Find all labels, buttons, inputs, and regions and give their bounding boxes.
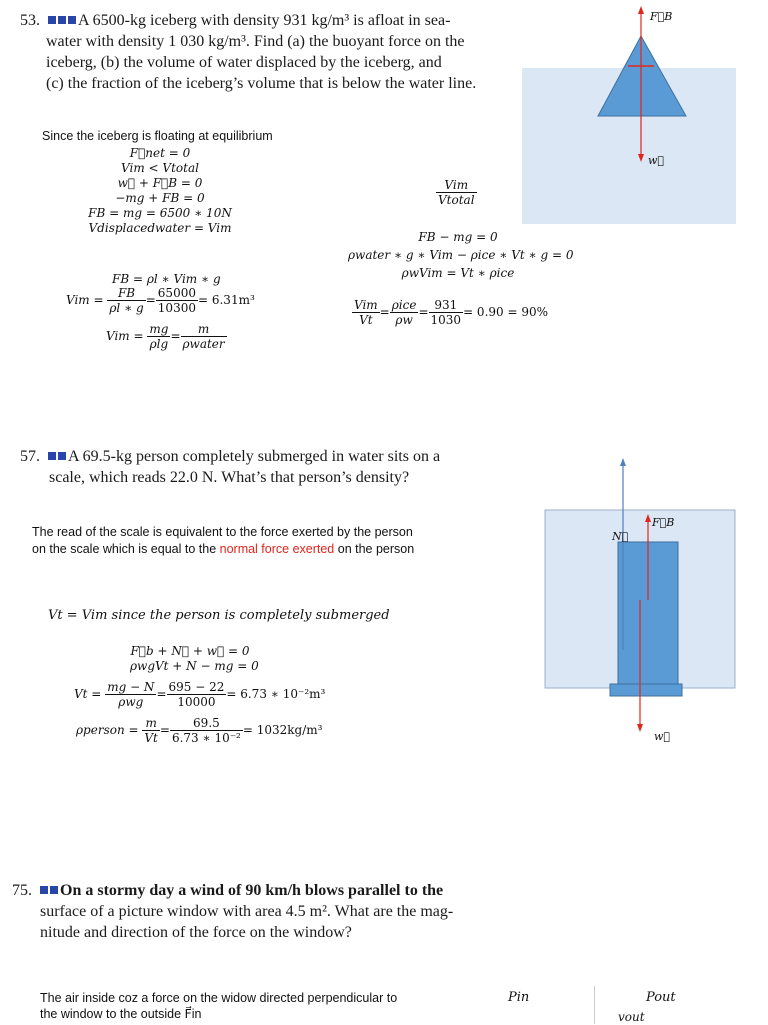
p75-text-line1: The air inside coz a force on the widow directed perpendicular to — [40, 991, 398, 1005]
label-p-in: Pin — [508, 990, 530, 1005]
label-w: w⃗ — [654, 730, 671, 743]
p53-eq-force-sum: w⃗ + F⃗B = 0 — [117, 176, 203, 190]
p53-ratio-vim-vtotal — [436, 178, 477, 207]
problem-53-line1: 53. A 6500-kg iceberg with density 931 kg/m³ is afloat in sea- — [20, 12, 451, 29]
iceberg-diagram — [520, 0, 768, 230]
fraction: $\frac{65000}{10300}$ — [157, 286, 196, 315]
difficulty-square-icon — [58, 452, 66, 460]
p53-vim-equation-2: Vim = $\frac{mg}{\rho\lg}$ = $\frac{m}{\text{ρwater}}$ — [106, 322, 225, 351]
p53-eq-displaced: Vdisplacedwater = Vim — [88, 221, 232, 235]
label-p-out: Pout — [646, 990, 676, 1005]
p57-density-equation: ρperson = $\frac{m}{Vt}$ = $\frac{69.5}{\text{6.73 ∗ 10⁻²}}$ = 1032kg/m³ — [76, 716, 323, 745]
fraction: $\frac{69.5}{\text{6.73 ∗ 10⁻²}}$ — [171, 716, 241, 745]
p57-eq-forces: F⃗b + N⃗ + w⃗ = 0 — [130, 644, 250, 658]
p57-eq-expanded: ρwgVt + N − mg = 0 — [130, 659, 259, 673]
p57-statement-volume: Vt = Vim since the person is completely submerged — [48, 608, 390, 623]
highlighted-term: normal force exerted — [219, 542, 335, 556]
problem-75-statement — [12, 880, 453, 943]
difficulty-square-icon — [58, 16, 66, 24]
p53-eq-net-force: F⃗net = 0 — [129, 146, 191, 160]
difficulty-square-icon — [48, 452, 56, 460]
difficulty-square-icon — [68, 16, 76, 24]
p75-text-line2: the window to the outside F⃗in — [40, 1007, 202, 1021]
problem-75-line1: 75. On a stormy day a wind of 90 km/h blows parallel to the — [12, 882, 444, 899]
p53-right-equations — [348, 230, 574, 281]
p53-eq-r2: ρwater ∗ g ∗ Vim − ρice ∗ Vt ∗ g = 0 — [348, 248, 574, 262]
label-fb: F⃗B — [650, 10, 673, 23]
fraction: $\frac{mg}{\rho\lg}$ — [149, 322, 169, 351]
problem-75-line3: nitude and direction of the force on the window? — [40, 924, 352, 941]
label-n: N⃗ — [612, 530, 629, 543]
problem-53-line4: (c) the fraction of the iceberg’s volume that is below the water line. — [46, 75, 477, 92]
problem-53-line2: water with density 1 030 kg/m³. Find (a) the buoyant force on the — [46, 33, 465, 50]
p53-eq-buoyant-force: FB = mg = 6500 ∗ 10N — [88, 206, 232, 220]
p57-vt-equation: Vt = $\frac{mg - N}{\text{ρwg}}$ = $\frac{695 - 22}{10000}$ = 6.73 ∗ 10⁻²m³ — [74, 680, 326, 709]
difficulty-square-icon — [48, 16, 56, 24]
window-divider — [594, 986, 595, 1024]
p53-equation-block — [60, 146, 260, 236]
label-v-out: vout — [618, 1010, 645, 1024]
arrowhead-icon — [637, 724, 643, 732]
problem-number: 57. — [20, 448, 40, 465]
problem-53-statement — [20, 10, 476, 94]
arrowhead-icon — [638, 6, 644, 14]
p53-intro-text: Since the iceberg is floating at equilibrium — [42, 129, 273, 143]
fraction: $\frac{695 - 22}{10000}$ — [168, 680, 225, 709]
p57-text-line2: on the scale which is equal to the normal force exerted on the person — [32, 542, 415, 556]
problem-57-line2: scale, which reads 22.0 N. What’s that person’s density? — [49, 469, 410, 486]
arrowhead-icon — [620, 458, 626, 466]
fraction: $\frac{931}{1030}$ — [430, 298, 462, 327]
fraction: $\frac{m}{\text{ρwater}}$ — [182, 322, 225, 351]
label-fb: F⃗B — [652, 516, 675, 529]
fraction: $\frac{\text{Vim}}{\text{Vtotal}}$ — [438, 178, 475, 207]
p53-eq-volume-compare: Vim < Vtotal — [121, 161, 199, 175]
difficulty-square-icon — [50, 886, 58, 894]
problem-53-line3: iceberg, (b) the volume of water displaced by the iceberg, and — [46, 54, 442, 71]
p53-eq-balance: −mg + FB = 0 — [115, 191, 205, 205]
p75-explanation — [40, 990, 397, 1022]
scale-base — [610, 684, 682, 696]
p53-fraction-result: $\frac{\text{Vim}}{Vt}$ = $\frac{\text{ρice}}{\rho w}$ = $\frac{931}{1030}$ = 0.90 = 90% — [354, 298, 549, 327]
p57-equation-block — [130, 644, 259, 674]
difficulty-square-icon — [40, 886, 48, 894]
p53-eq-r3: ρwVim = Vt ∗ ρice — [401, 266, 515, 280]
problem-57-line1: 57. A 69.5-kg person completely submerged in water sits on a — [20, 448, 441, 465]
fraction: $\frac{m}{Vt}$ — [144, 716, 158, 745]
label-w: w⃗ — [648, 154, 665, 167]
fraction: $\frac{mg - N}{\text{ρwg}}$ — [107, 680, 155, 709]
p53-eq-buoyant-density: FB = ρl ∗ Vim ∗ g — [112, 272, 221, 286]
p57-explanation — [32, 524, 414, 558]
problem-number: 75. — [12, 882, 32, 899]
fraction: $\frac{\text{Vim}}{Vt}$ — [354, 298, 378, 327]
p53-vim-equation: Vim = $\frac{FB}{\rho l ∗ g}$ = $\frac{65000}{10300}$ = 6.31m³ — [66, 286, 255, 315]
p57-text-line1: The read of the scale is equivalent to the force exerted by the person — [32, 525, 413, 539]
fraction: $\frac{\text{ρice}}{\rho w}$ — [391, 298, 417, 327]
problem-57-statement — [20, 446, 440, 488]
person-scale-diagram — [540, 450, 740, 750]
problem-number: 53. — [20, 12, 40, 29]
p53-eq-r1: FB − mg = 0 — [418, 230, 498, 244]
fraction: $\frac{FB}{\rho l ∗ g}$ — [109, 286, 144, 315]
problem-75-line2: surface of a picture window with area 4.5 m². What are the mag- — [40, 903, 454, 920]
